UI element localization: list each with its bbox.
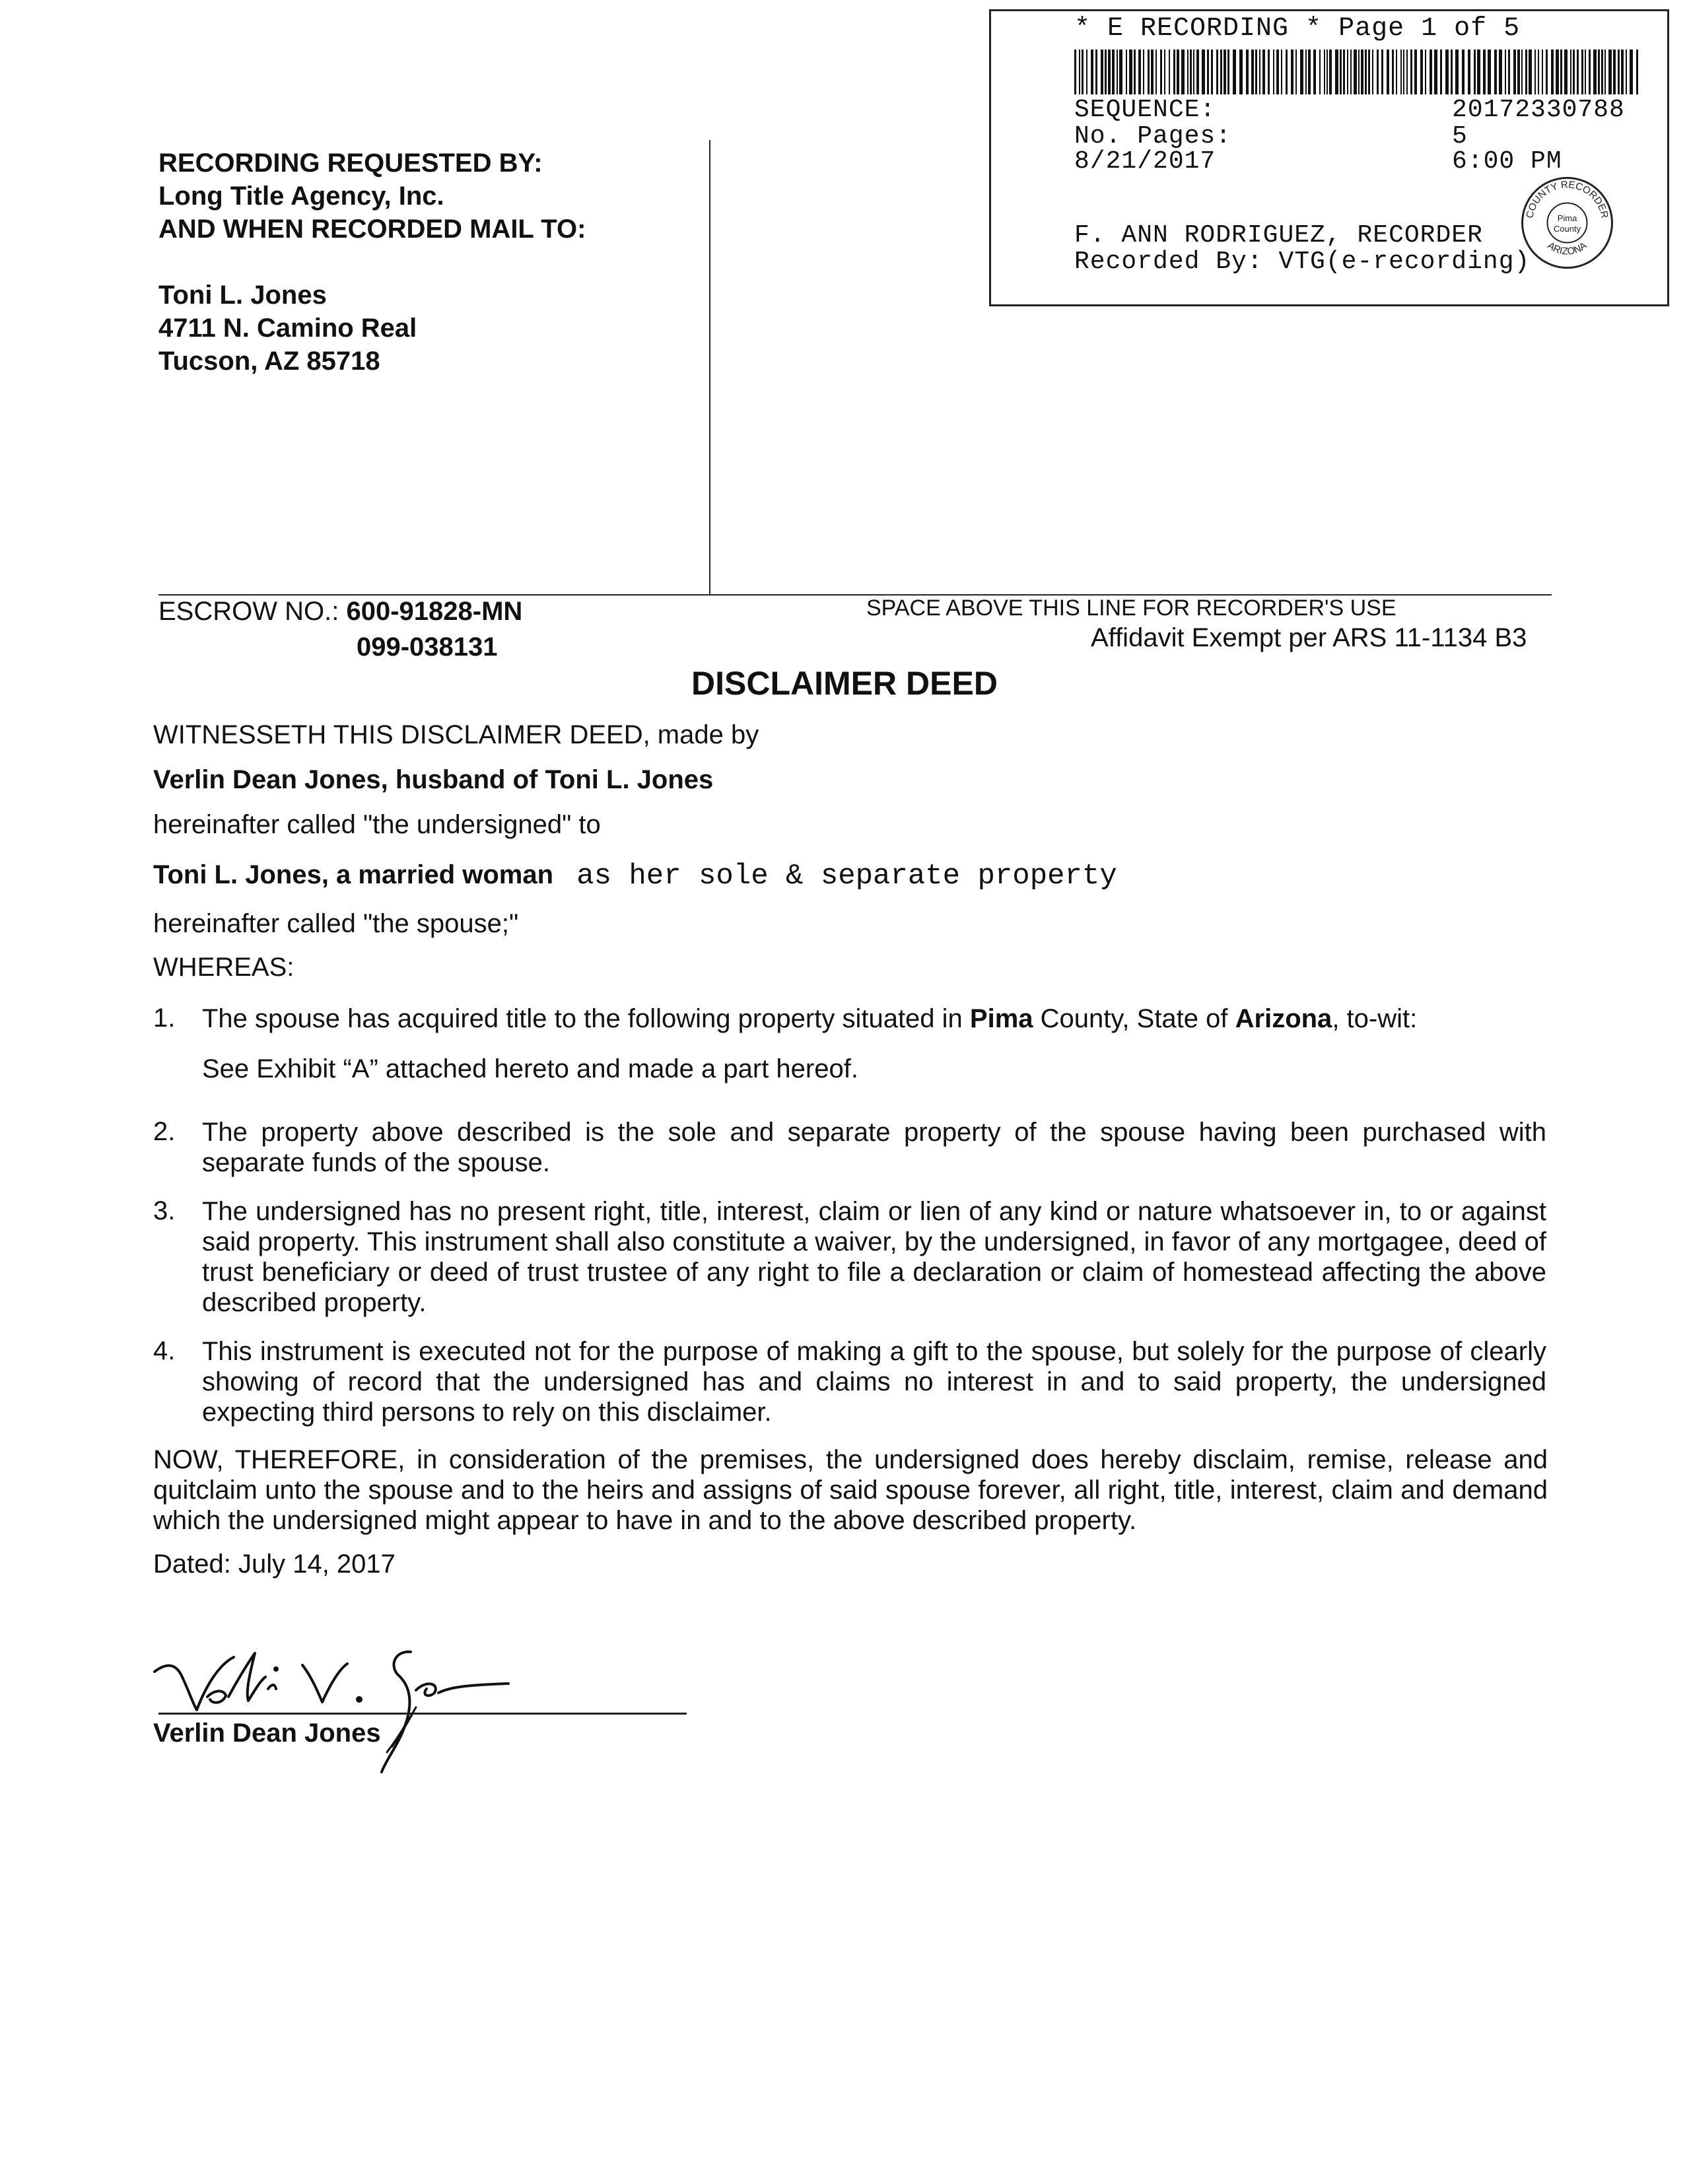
mail-to-street: 4711 N. Camino Real xyxy=(158,314,417,343)
escrow-number xyxy=(158,597,522,627)
item-number: 4. xyxy=(153,1336,176,1365)
grantor-line: Verlin Dean Jones, husband of Toni L. Jones xyxy=(153,765,714,794)
county-name: Pima xyxy=(969,1004,1033,1033)
sequence-row xyxy=(1074,96,1625,124)
exhibit-reference: See Exhibit “A” attached hereto and made a part hereof. xyxy=(202,1054,858,1083)
spouse-line: hereinafter called "the spouse;" xyxy=(153,909,519,938)
document-title: DISCLAIMER DEED xyxy=(691,665,998,702)
whereas-item-2: The property above described is the sole and separate property of the spouse having been purchased with separate funds of the spouse. xyxy=(202,1118,1546,1177)
signature-line xyxy=(158,1713,687,1715)
recorder-stamp xyxy=(989,9,1669,306)
state-name: Arizona xyxy=(1235,1004,1332,1033)
svg-text:ARIZONA: ARIZONA xyxy=(1545,240,1589,257)
whereas-item-4: This instrument is executed not for the purpose of making a gift to the spouse, but solely for the purpose of clearly showing of record that the undersigned has and claims no interest in and to said property, the undersigned expecting third persons to rely on this disclaimer. xyxy=(202,1337,1546,1427)
handwritten-signature xyxy=(149,1611,545,1783)
pages-row xyxy=(1074,122,1468,151)
signature-slash-mark xyxy=(383,1703,423,1756)
dated-line: Dated: July 14, 2017 xyxy=(153,1550,396,1579)
item-text: The spouse has acquired title to the following property situated in xyxy=(202,1004,970,1033)
mail-to-city: Tucson, AZ 85718 xyxy=(158,347,380,376)
escrow-label: ESCROW NO.: xyxy=(158,597,347,626)
item-number: 2. xyxy=(153,1117,176,1146)
grantee-handwritten-addition: as her sole & separate property xyxy=(576,860,1117,893)
address-block xyxy=(158,147,586,378)
svg-text:County: County xyxy=(1553,224,1581,234)
grantee-line xyxy=(153,860,1117,891)
svg-text:COUNTY RECORDER: COUNTY RECORDER xyxy=(1524,179,1610,220)
sequence-value: 20172330788 xyxy=(1452,96,1625,124)
sequence-label: SEQUENCE: xyxy=(1074,96,1216,124)
county-recorder-seal xyxy=(1519,175,1615,271)
witnesseth-line: WITNESSETH THIS DISCLAIMER DEED, made by xyxy=(153,720,759,749)
item-text: , to-wit: xyxy=(1332,1004,1418,1033)
whereas-line: WHEREAS: xyxy=(153,953,294,982)
pages-value: 5 xyxy=(1452,122,1468,151)
stamp-header: * E RECORDING * Page 1 of 5 xyxy=(1074,14,1521,44)
signer-name: Verlin Dean Jones xyxy=(153,1719,381,1748)
item-text: County, State of xyxy=(1033,1004,1235,1033)
recorded-datetime-row xyxy=(1074,147,1562,176)
mail-to-name: Toni L. Jones xyxy=(158,281,327,310)
pages-label: No. Pages: xyxy=(1074,122,1232,151)
item-number: 1. xyxy=(153,1004,176,1033)
recorder-name: F. ANN RODRIGUEZ, RECORDER xyxy=(1074,221,1483,250)
recorded-time: 6:00 PM xyxy=(1452,147,1562,176)
escrow-number-secondary: 099-038131 xyxy=(357,632,498,662)
recording-requested-label: RECORDING REQUESTED BY: xyxy=(158,149,543,178)
svg-text:Pima: Pima xyxy=(1557,213,1577,223)
undersigned-line: hereinafter called "the undersigned" to xyxy=(153,810,601,839)
recorded-date: 8/21/2017 xyxy=(1074,147,1216,176)
whereas-item-1 xyxy=(202,1004,1562,1034)
requesting-agency: Long Title Agency, Inc. xyxy=(158,182,444,211)
grantee-name: Toni L. Jones, a married woman xyxy=(153,860,554,889)
mail-to-label: AND WHEN RECORDED MAIL TO: xyxy=(158,215,586,244)
item-number: 3. xyxy=(153,1196,176,1225)
now-therefore-paragraph: NOW, THEREFORE, in consideration of the premises, the undersigned does hereby disclaim, remise, release and quitclaim unto the spouse and to the heirs and assigns of said spouse forever, all right, title, interest, claim and demand which the undersigned might appear to have in and to the above described property. xyxy=(153,1445,1548,1535)
recorded-by: Recorded By: VTG(e-recording) xyxy=(1074,248,1531,276)
whereas-item-3: The undersigned has no present right, title, interest, claim or lien of any kind or nature whatsoever in, to or against said property. This instrument shall also constitute a waiver, by the undersigned, in favor of any mortgagee, deed of trust beneficiary or deed of trust trustee of any right to file a declaration or claim of homestead affecting the above described property. xyxy=(202,1197,1546,1317)
barcode xyxy=(1074,50,1642,94)
address-divider-vertical xyxy=(709,140,710,596)
escrow-number-value: 600-91828-MN xyxy=(346,597,523,626)
affidavit-exempt-note: Affidavit Exempt per ARS 11-1134 B3 xyxy=(1091,623,1527,652)
recorder-use-note: SPACE ABOVE THIS LINE FOR RECORDER'S USE xyxy=(866,596,1396,621)
